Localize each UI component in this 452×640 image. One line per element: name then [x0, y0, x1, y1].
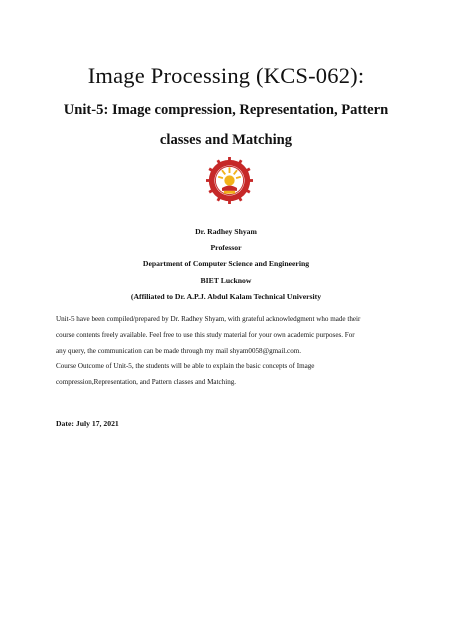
author-department: Department of Computer Science and Engineering	[142, 259, 310, 269]
institute-emblem-icon	[206, 157, 253, 204]
intro-line-1: Unit-5 have been compiled/prepared by Dr. Radhey Shyam, with grateful acknowledgment who made their	[56, 315, 361, 323]
document-subtitle	[0, 95, 452, 155]
subtitle-line-2: classes and Matching	[159, 132, 293, 148]
author-affiliation: (Affiliated to Dr. A.P.J. Abdul Kalam Technical University	[130, 291, 322, 301]
author-designation: Professor	[210, 243, 242, 253]
document-title: Image Processing (KCS-062):	[87, 63, 365, 88]
intro-line-4: Course Outcome of Unit-5, the students will be able to explain the basic concepts of Image	[56, 362, 315, 371]
author-institute: BIET Lucknow	[200, 275, 252, 285]
author-name: Dr. Radhey Shyam	[195, 227, 257, 236]
intro-line-2: course contents freely available. Feel free to use this study material for your own academic purposes. For	[56, 330, 355, 339]
author-block	[0, 224, 452, 305]
intro-line-3: any query, the communication can be made through my mail shyam0058@gmail.com.	[56, 346, 302, 355]
document-date: Date: July 17, 2021	[56, 419, 119, 428]
subtitle-line-1: Unit-5: Image compression, Representation, Pattern	[63, 102, 389, 118]
intro-line-5: compression,Representation, and Pattern classes and Matching.	[56, 378, 237, 387]
intro-paragraph	[56, 312, 401, 391]
